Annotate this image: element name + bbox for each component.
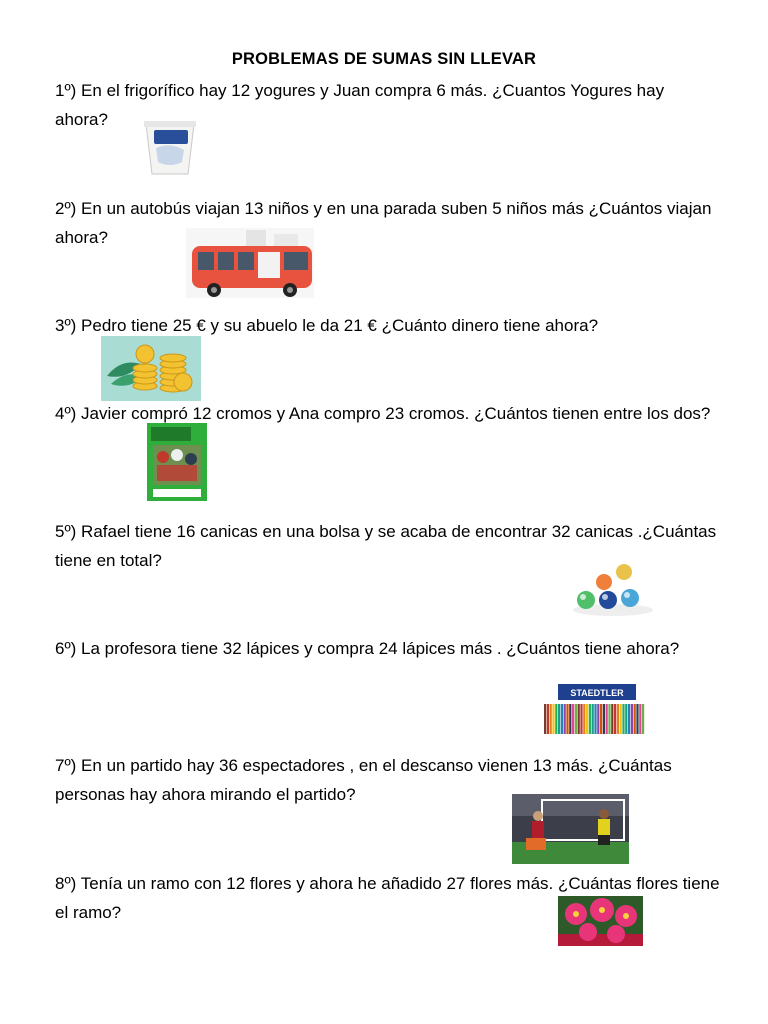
problem-4: 4º) Javier compró 12 cromos y Ana compro 23 cromos. ¿Cuántos tienen entre los dos? <box>55 404 711 423</box>
colored-pencils-icon <box>540 684 650 736</box>
problem-5: 5º) Rafael tiene 16 canicas en una bolsa y se acaba de encontrar 32 canicas .¿Cuántas tiene en total? <box>55 522 717 570</box>
football-match-icon <box>512 794 629 864</box>
yogurt-icon <box>140 118 200 178</box>
sticker-album-icon <box>147 423 207 501</box>
flowers-icon <box>558 896 643 946</box>
bus-icon <box>186 228 314 298</box>
problem-6: 6º) La profesora tiene 32 lápices y compra 24 lápices más . ¿Cuántos tiene ahora? <box>55 639 680 658</box>
problem-8: 8º) Tenía un ramo con 12 flores y ahora he añadido 27 flores más. ¿Cuántas flores tiene el ramo? <box>55 874 720 922</box>
marbles-icon <box>558 556 668 621</box>
page-title: PROBLEMAS DE SUMAS SIN LLEVAR <box>231 50 537 68</box>
problem-2: 2º) En un autobús viajan 13 niños y en una parada suben 5 niños más ¿Cuántos viajan ahora? <box>55 199 712 247</box>
problem-1: 1º) En el frigorífico hay 12 yogures y Juan compra 6 más. ¿Cuantos Yogures hay ahora? <box>55 81 665 129</box>
coins-icon <box>101 336 201 401</box>
problem-3: 3º) Pedro tiene 25 € y su abuelo le da 21 € ¿Cuánto dinero tiene ahora? <box>55 316 599 335</box>
pencil-brand-label: STAEDTLER <box>570 688 624 698</box>
problem-7: 7º) En un partido hay 36 espectadores , en el descanso vienen 13 más. ¿Cuántas personas hay ahora mirando el partido? <box>55 756 672 804</box>
